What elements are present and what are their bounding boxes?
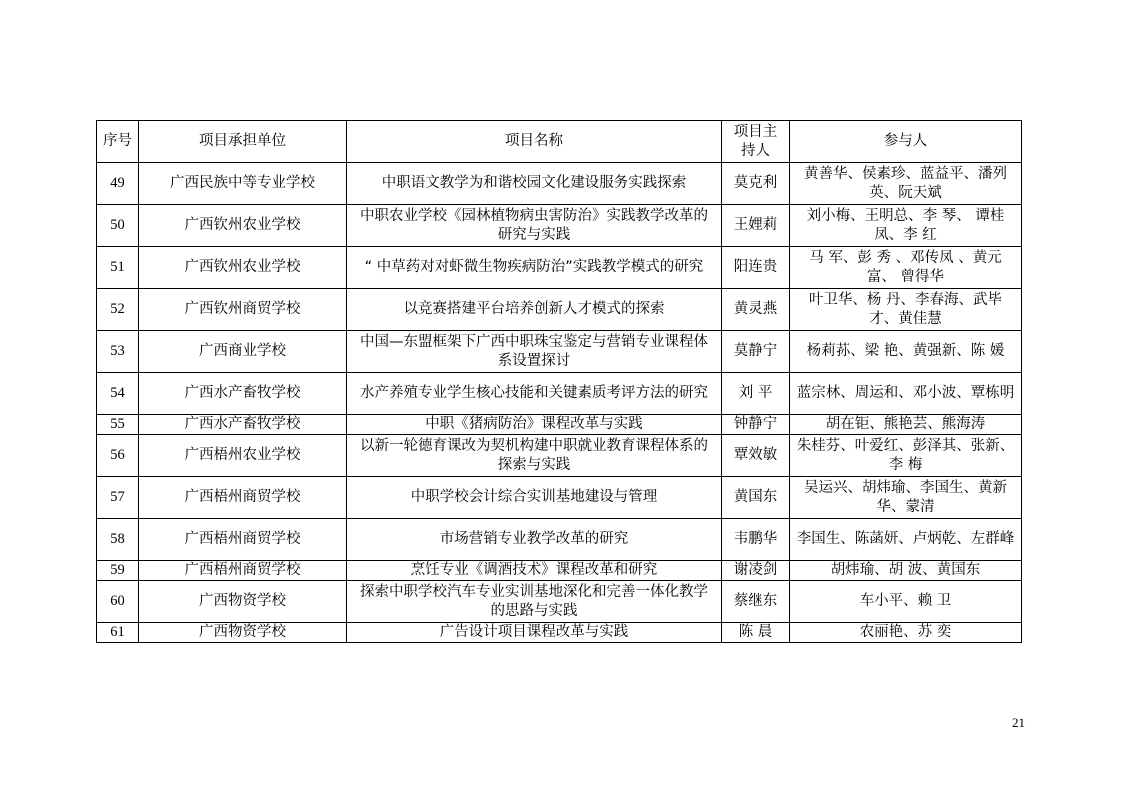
cell-project-name: “ 中草药对对虾微生物疾病防治”实践教学模式的研究: [347, 247, 722, 289]
cell-unit: 广西梧州商贸学校: [139, 561, 347, 581]
cell-unit: 广西民族中等专业学校: [139, 163, 347, 205]
cell-project-name: 探索中职学校汽车专业实训基地深化和完善一体化教学的思路与实践: [347, 581, 722, 623]
table-row: [97, 289, 1022, 331]
cell-host: 谢凌剑: [722, 561, 790, 581]
cell-unit: 广西物资学校: [139, 623, 347, 643]
table-row: [97, 415, 1022, 435]
cell-seq: 59: [97, 561, 139, 581]
table-header-row: [97, 121, 1022, 163]
cell-unit: 广西水产畜牧学校: [139, 373, 347, 415]
cell-seq: 61: [97, 623, 139, 643]
project-table: [96, 120, 1022, 643]
cell-seq: 58: [97, 519, 139, 561]
table-row: [97, 205, 1022, 247]
cell-members: 车小平、赖 卫: [790, 581, 1022, 623]
cell-seq: 55: [97, 415, 139, 435]
cell-members: 叶卫华、杨 丹、李春海、武毕才、黄佳慧: [790, 289, 1022, 331]
cell-project-name: 中职学校会计综合实训基地建设与管理: [347, 477, 722, 519]
cell-seq: 50: [97, 205, 139, 247]
cell-host: 覃效敏: [722, 435, 790, 477]
table-row: [97, 331, 1022, 373]
cell-seq: 54: [97, 373, 139, 415]
cell-project-name: 中职《猪病防治》课程改革与实践: [347, 415, 722, 435]
table-row: [97, 373, 1022, 415]
cell-project-name: 以新一轮德育课改为契机构建中职就业教育课程体系的探索与实践: [347, 435, 722, 477]
table-row: [97, 477, 1022, 519]
table-row: [97, 247, 1022, 289]
cell-members: 黄善华、侯素珍、蓝益平、潘列英、阮天斌: [790, 163, 1022, 205]
cell-seq: 51: [97, 247, 139, 289]
cell-host: 蔡继东: [722, 581, 790, 623]
cell-members: 马 军、彭 秀 、邓传凤 、黄元富、 曾得华: [790, 247, 1022, 289]
table-row: [97, 561, 1022, 581]
table-row: [97, 519, 1022, 561]
cell-unit: 广西梧州商贸学校: [139, 519, 347, 561]
cell-seq: 60: [97, 581, 139, 623]
cell-project-name: 市场营销专业教学改革的研究: [347, 519, 722, 561]
cell-host: 阳连贵: [722, 247, 790, 289]
page-number: 21: [1012, 715, 1025, 730]
cell-host: 陈 晨: [722, 623, 790, 643]
cell-members: 杨莉荪、梁 艳、黄强新、陈 媛: [790, 331, 1022, 373]
cell-seq: 49: [97, 163, 139, 205]
cell-host: 钟静宁: [722, 415, 790, 435]
header-members: 参与人: [790, 121, 1022, 163]
cell-members: 农丽艳、苏 奕: [790, 623, 1022, 643]
header-name: 项目名称: [347, 121, 722, 163]
cell-host: 黄灵燕: [722, 289, 790, 331]
cell-host: 莫克利: [722, 163, 790, 205]
cell-members: 胡炜瑜、胡 波、黄国东: [790, 561, 1022, 581]
cell-seq: 57: [97, 477, 139, 519]
cell-project-name: 中职农业学校《园林植物病虫害防治》实践教学改革的研究与实践: [347, 205, 722, 247]
cell-unit: 广西钦州农业学校: [139, 247, 347, 289]
cell-unit: 广西梧州商贸学校: [139, 477, 347, 519]
header-unit: 项目承担单位: [139, 121, 347, 163]
cell-host: 黄国东: [722, 477, 790, 519]
cell-project-name: 以竞赛搭建平台培养创新人才模式的探索: [347, 289, 722, 331]
cell-members: 刘小梅、王明总、李 琴、 谭桂凤、李 红: [790, 205, 1022, 247]
table-row: [97, 163, 1022, 205]
cell-unit: 广西物资学校: [139, 581, 347, 623]
header-seq: 序号: [97, 121, 139, 163]
cell-host: 王娌莉: [722, 205, 790, 247]
cell-project-name: 水产养殖专业学生核心技能和关键素质考评方法的研究: [347, 373, 722, 415]
cell-project-name: 广告设计项目课程改革与实践: [347, 623, 722, 643]
cell-host: 韦鹏华: [722, 519, 790, 561]
cell-seq: 56: [97, 435, 139, 477]
table-row: [97, 623, 1022, 643]
cell-host: 刘 平: [722, 373, 790, 415]
cell-project-name: 中国—东盟框架下广西中职珠宝鉴定与营销专业课程体系设置探讨: [347, 331, 722, 373]
cell-members: 李国生、陈菡妍、卢炳乾、左群峰: [790, 519, 1022, 561]
cell-members: 胡在钜、熊艳芸、熊海涛: [790, 415, 1022, 435]
cell-members: 蓝宗林、周运和、邓小波、覃栋明: [790, 373, 1022, 415]
table-row: [97, 581, 1022, 623]
cell-project-name: 烹饪专业《调酒技术》课程改革和研究: [347, 561, 722, 581]
cell-unit: 广西钦州商贸学校: [139, 289, 347, 331]
cell-members: 吴运兴、胡炜瑜、李国生、黄新华、蒙清: [790, 477, 1022, 519]
cell-unit: 广西钦州农业学校: [139, 205, 347, 247]
cell-unit: 广西水产畜牧学校: [139, 415, 347, 435]
cell-project-name: 中职语文教学为和谐校园文化建设服务实践探索: [347, 163, 722, 205]
cell-host: 莫静宁: [722, 331, 790, 373]
cell-seq: 52: [97, 289, 139, 331]
table-row: [97, 435, 1022, 477]
cell-unit: 广西商业学校: [139, 331, 347, 373]
cell-seq: 53: [97, 331, 139, 373]
cell-unit: 广西梧州农业学校: [139, 435, 347, 477]
header-host: 项目主持人: [722, 121, 790, 163]
cell-members: 朱桂芬、叶爱红、彭泽其、张新、李 梅: [790, 435, 1022, 477]
